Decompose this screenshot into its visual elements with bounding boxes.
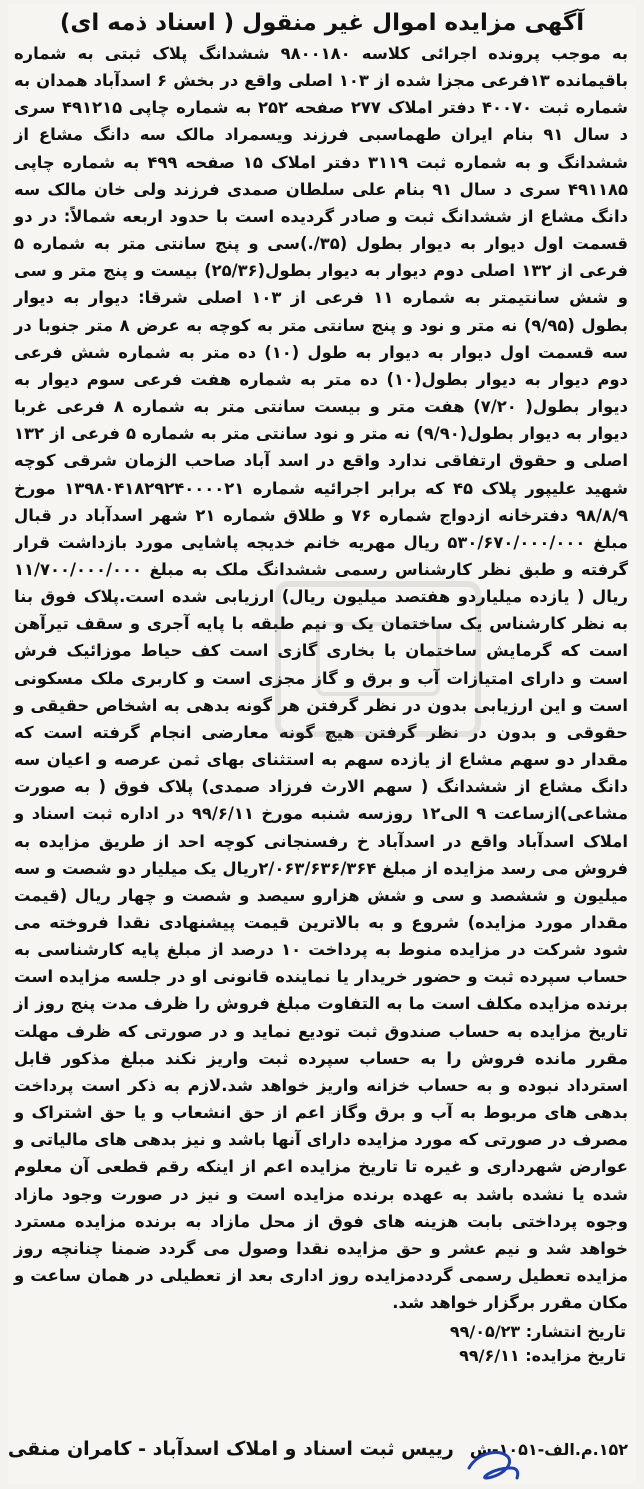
notice-title: آگهی مزایده اموال غیر منقول ( اسناد ذمه ای) (59, 10, 585, 36)
notice-dates (8, 1320, 636, 1368)
auction-date: تاریخ مزایده: ۹۹/۶/۱۱ (459, 1346, 626, 1366)
signatory: رییس ثبت اسناد و املاک اسدآباد - کامران منقی (7, 1438, 454, 1460)
notice-body: به موجب پرونده اجرائی کلاسه ۹۸۰۰۱۸۰ ششدانگ پلاک ثبتی به شماره باقیمانده ۱۳فرعی مجزا شده از ۱۰۳ اصلی واقع در بخش ۶ اسدآباد همدان به شماره ثبت ۴۰۰۷۰ دفتر املاک ۲۷۷ صفحه ۲۵۲ به شماره چاپی ۴۹۱۲۱۵ سری د سال ۹۱ بنام ایران طهماسبی فرزند ویسمراد مالک سه دانگ مشاع از ششدانگ و به شماره ثبت ۳۱۱۹ دفتر املاک ۱۵ صفحه ۴۹۹ به شماره چاپی ۴۹۱۱۸۵ سری د سال ۹۱ بنام علی سلطان صمدی فرزند ولی خان مالک سه دانگ مشاع از ششدانگ ثبت و صادر گردیده است با حدود اربعه شمالاً: در دو قسمت اول دیوار به دیوار بطول (۳۵/.)سی و پنج سانتی متر به شماره ۵ فرعی از ۱۳۲ اصلی دوم دیوار به دیوار بطول(۲۵/۳۶) بیست و پنج متر و سی و شش سانتیمتر به شماره ۱۱ فرعی از ۱۰۳ اصلی شرقا: دیوار به دیوار بطول (۹/۹۵) نه متر و نود و پنج سانتی متر به کوچه به عرض ۸ متر جنوبا در سه قسمت اول دیوار به دیوار به طول (۱۰) ده متر به شماره شش فرعی دوم دیوار به دیوار بطول(۱۰) ده متر به شماره هفت فرعی سوم دیوار به دیوار بطول( ۷/۲۰) هفت متر و بیست سانتی متر به شماره ۸ فرعی غربا دیوار به دیوار بطول(۹/۹۰) نه متر و نود سانتی متر به شماره ۵ فرعی از ۱۳۲ اصلی و حقوق ارتفاقی ندارد واقع در اسد آباد صاحب الزمان شرقی کوچه شهید علیپور پلاک ۴۵ که برابر اجرائیه شماره ۱۳۹۸۰۴۱۸۲۹۲۴۰۰۰۰۲۱ مورخ ۹۸/۸/۹ دفترخانه ازدواج شماره ۷۶ و طلاق شماره ۲۱ شهر اسدآباد در قبال مبلغ ۵۳۰/۶۷۰/۰۰۰/۰۰۰ ریال مهریه خانم خدیجه پاشایی مورد بازداشت قرار گرفته و طبق نظر کارشناس رسمی ششدانگ ملک به مبلغ ۱۱/۷۰۰/۰۰۰/۰۰۰ ریال ( یازده میلیاردو هفتصد میلیون ریال) ارزیابی شده است.پلاک فوق بنا به نظر کارشناس یک ساختمان یک و نیم طبقه با پایه آجری و سقف تیرآهن است که گرمایش ساختمان با بخاری گازی است کف حیاط موزائیک فرش است و دارای امتیازات آب و برق و گاز مجزی است و کاربری ملک مسکونی است و این ارزیابی بدون در نظر گرفتن هر گونه بدهی به اشخاص حقیقی و حقوقی و بدون در نظر گرفتن هیچ گونه معارضی انجام گرفته است که مقدار دو سهم مشاع از یازده سهم به استثنای بهای ثمن عرصه و اعیان سه دانگ مشاع از ششدانگ ( سهم الارث فرزاد صمدی) پلاک فوق ( به صورت مشاعی)ازساعت ۹ الی۱۲ روزسه شنبه مورخ ۹۹/۶/۱۱ در اداره ثبت اسناد و املاک اسدآباد واقع در اسدآباد خ رفسنجانی کوچه احد از طریق مزایده به فروش می رسد مزایده از مبلغ ۲/۰۶۳/۶۳۶/۳۶۴ریال یک میلیار دو شصت و سه میلیون و ششصد و سی و شش هزارو سیصد و شصت و چهار ریال (قیمت مقدار مورد مزایده) شروع و به بالاترین قیمت پیشنهادی نقدا فروخته می شود شرکت در مزایده منوط به پرداخت ۱۰ درصد از مبلغ پایه کارشناسی به حساب سپرده ثبت و حضور خریدار یا نماینده قانونی او در جلسه مزایده است برنده مزایده مکلف است ما به التفاوت مبلغ فروش را ظرف مدت پنج روز از تاریخ مزایده به حساب صندوق ثبت تودیع نماید و در صورتی که ظرف مهلت مقرر مانده فروش را به حساب سپرده ثبت واریز نکند مبلغ مذکور قابل استرداد نبوده و به حساب خزانه واریز خواهد شد.لازم به ذکر است پرداخت بدهی های مربوط به آب و برق وگاز اعم از حق انشعاب و یا حق اشتراک و مصرف در صورتی که مورد مزایده دارای آنها باشد و نیز بدهی های مالیاتی و عوارض شهرداری و غیره تا تاریخ مزایده اعم از اینکه رقم قطعی آن معلوم شده یا نشده باشد به عهده برنده مزایده است و نیز در صورت وجود مازاد وجوه پرداختی بابت هزینه های فوق از محل مازاد به برنده مزایده مسترد خواهد شد و نیم عشر و حق مزایده نقدا وصول می گردد ضمنا چنانچه روز مزایده تعطیل رسمی گرددمزایده روز اداری بعد از تعطیلی در همان ساعت و مکان مقرر برگزار خواهد شد. (14, 44, 629, 1313)
publication-date: تاریخ انتشار: ۹۹/۰۵/۲۳ (449, 1322, 626, 1342)
ad-code: ۱۵۲.م.الف-۱۰۵۱-ش (469, 1439, 628, 1459)
signature-row (8, 1432, 636, 1466)
auction-notice-clipping (8, 4, 636, 1484)
